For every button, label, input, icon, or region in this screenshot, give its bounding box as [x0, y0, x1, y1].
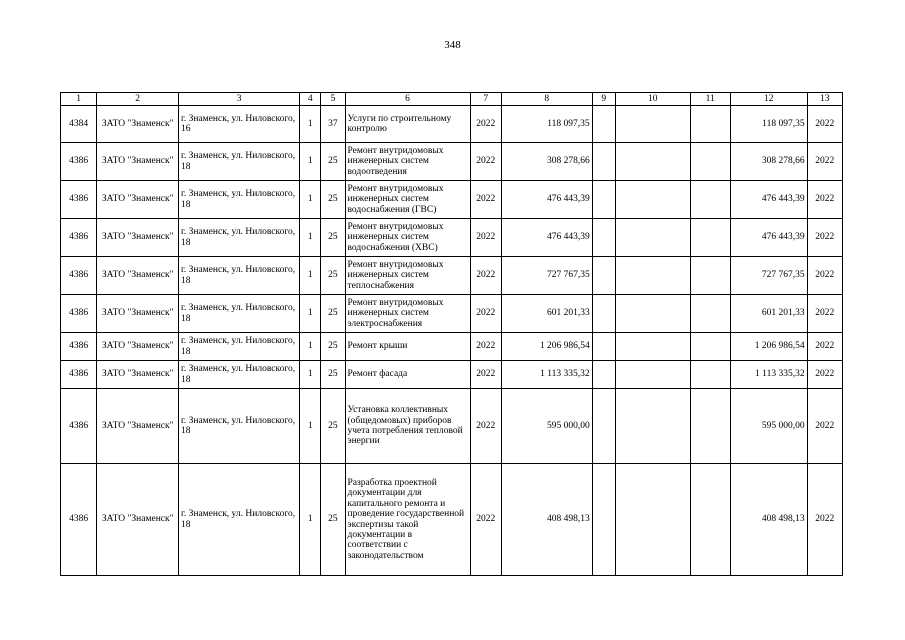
address: г. Знаменск, ул. Ниловского, 18	[179, 257, 300, 295]
amount: 595 000,00	[501, 389, 592, 464]
col-4: 1	[300, 106, 321, 143]
year: 2022	[470, 333, 501, 361]
municipality: ЗАТО "Знаменск"	[97, 219, 179, 257]
col-4: 1	[300, 143, 321, 181]
total-amount: 727 767,35	[730, 257, 807, 295]
col-9	[592, 361, 615, 389]
row-number: 4386	[61, 361, 97, 389]
total-amount: 601 201,33	[730, 295, 807, 333]
year: 2022	[470, 181, 501, 219]
col-4: 1	[300, 219, 321, 257]
municipality: ЗАТО "Знаменск"	[97, 389, 179, 464]
completion-year: 2022	[807, 464, 842, 576]
column-header: 9	[592, 93, 615, 106]
col-4: 1	[300, 389, 321, 464]
row-number: 4386	[61, 257, 97, 295]
total-amount: 1 206 986,54	[730, 333, 807, 361]
table-row	[61, 257, 843, 295]
completion-year: 2022	[807, 257, 842, 295]
column-header: 2	[97, 93, 179, 106]
row-number: 4386	[61, 219, 97, 257]
year: 2022	[470, 464, 501, 576]
row-number: 4384	[61, 106, 97, 143]
work-type: Ремонт внутридомовых инженерных систем электроснабжения	[345, 295, 470, 333]
col-4: 1	[300, 361, 321, 389]
work-type: Ремонт внутридомовых инженерных систем теплоснабжения	[345, 257, 470, 295]
table-row	[61, 361, 843, 389]
work-type: Ремонт внутридомовых инженерных систем водоснабжения (ХВС)	[345, 219, 470, 257]
col-11	[690, 219, 730, 257]
completion-year: 2022	[807, 219, 842, 257]
completion-year: 2022	[807, 361, 842, 389]
year: 2022	[470, 389, 501, 464]
col-11	[690, 295, 730, 333]
row-number: 4386	[61, 333, 97, 361]
table-row	[61, 295, 843, 333]
col-9	[592, 389, 615, 464]
amount: 308 278,66	[501, 143, 592, 181]
work-type: Установка коллективных (общедомовых) приборов учета потребления тепловой энергии	[345, 389, 470, 464]
amount: 476 443,39	[501, 219, 592, 257]
column-header: 5	[321, 93, 345, 106]
header-row	[61, 93, 843, 106]
column-header: 10	[615, 93, 690, 106]
year: 2022	[470, 257, 501, 295]
column-header: 1	[61, 93, 97, 106]
table-row	[61, 181, 843, 219]
col-11	[690, 106, 730, 143]
municipality: ЗАТО "Знаменск"	[97, 295, 179, 333]
address: г. Знаменск, ул. Ниловского, 18	[179, 295, 300, 333]
col-10	[615, 333, 690, 361]
amount: 476 443,39	[501, 181, 592, 219]
col-9	[592, 295, 615, 333]
col-10	[615, 106, 690, 143]
municipality: ЗАТО "Знаменск"	[97, 333, 179, 361]
column-header: 11	[690, 93, 730, 106]
amount: 118 097,35	[501, 106, 592, 143]
col-4: 1	[300, 295, 321, 333]
col-9	[592, 143, 615, 181]
total-amount: 595 000,00	[730, 389, 807, 464]
col-11	[690, 333, 730, 361]
col-4: 1	[300, 257, 321, 295]
col-4: 1	[300, 333, 321, 361]
col-5: 25	[321, 464, 345, 576]
col-5: 25	[321, 333, 345, 361]
col-10	[615, 143, 690, 181]
total-amount: 308 278,66	[730, 143, 807, 181]
row-number: 4386	[61, 464, 97, 576]
work-type: Ремонт крыши	[345, 333, 470, 361]
row-number: 4386	[61, 181, 97, 219]
completion-year: 2022	[807, 143, 842, 181]
total-amount: 476 443,39	[730, 219, 807, 257]
amount: 1 113 335,32	[501, 361, 592, 389]
completion-year: 2022	[807, 106, 842, 143]
work-type: Ремонт внутридомовых инженерных систем водоотведения	[345, 143, 470, 181]
table-row	[61, 389, 843, 464]
col-10	[615, 361, 690, 389]
amount: 1 206 986,54	[501, 333, 592, 361]
col-10	[615, 295, 690, 333]
year: 2022	[470, 295, 501, 333]
data-table	[60, 92, 843, 576]
address: г. Знаменск, ул. Ниловского, 18	[179, 361, 300, 389]
col-9	[592, 464, 615, 576]
table-row	[61, 464, 843, 576]
table-row	[61, 219, 843, 257]
col-10	[615, 389, 690, 464]
table-row	[61, 106, 843, 143]
completion-year: 2022	[807, 181, 842, 219]
col-10	[615, 219, 690, 257]
year: 2022	[470, 219, 501, 257]
column-header: 8	[501, 93, 592, 106]
col-11	[690, 389, 730, 464]
year: 2022	[470, 361, 501, 389]
col-5: 25	[321, 143, 345, 181]
address: г. Знаменск, ул. Ниловского, 18	[179, 464, 300, 576]
work-type: Ремонт внутридомовых инженерных систем водоснабжения (ГВС)	[345, 181, 470, 219]
address: г. Знаменск, ул. Ниловского, 18	[179, 143, 300, 181]
col-11	[690, 143, 730, 181]
total-amount: 118 097,35	[730, 106, 807, 143]
year: 2022	[470, 143, 501, 181]
col-9	[592, 257, 615, 295]
col-11	[690, 361, 730, 389]
col-5: 25	[321, 389, 345, 464]
row-number: 4386	[61, 143, 97, 181]
col-11	[690, 257, 730, 295]
work-type: Ремонт фасада	[345, 361, 470, 389]
col-9	[592, 333, 615, 361]
municipality: ЗАТО "Знаменск"	[97, 143, 179, 181]
col-4: 1	[300, 464, 321, 576]
col-5: 25	[321, 295, 345, 333]
column-header: 7	[470, 93, 501, 106]
column-header: 13	[807, 93, 842, 106]
table-row	[61, 143, 843, 181]
municipality: ЗАТО "Знаменск"	[97, 361, 179, 389]
address: г. Знаменск, ул. Ниловского, 16	[179, 106, 300, 143]
work-type: Услуги по строительному контролю	[345, 106, 470, 143]
col-9	[592, 181, 615, 219]
col-11	[690, 464, 730, 576]
address: г. Знаменск, ул. Ниловского, 18	[179, 181, 300, 219]
col-4: 1	[300, 181, 321, 219]
address: г. Знаменск, ул. Ниловского, 18	[179, 333, 300, 361]
completion-year: 2022	[807, 333, 842, 361]
col-5: 37	[321, 106, 345, 143]
table-row	[61, 333, 843, 361]
col-5: 25	[321, 219, 345, 257]
column-header: 6	[345, 93, 470, 106]
col-9	[592, 219, 615, 257]
municipality: ЗАТО "Знаменск"	[97, 464, 179, 576]
total-amount: 476 443,39	[730, 181, 807, 219]
col-10	[615, 257, 690, 295]
col-5: 25	[321, 181, 345, 219]
col-9	[592, 106, 615, 143]
col-10	[615, 181, 690, 219]
total-amount: 1 113 335,32	[730, 361, 807, 389]
col-5: 25	[321, 257, 345, 295]
col-11	[690, 181, 730, 219]
municipality: ЗАТО "Знаменск"	[97, 106, 179, 143]
municipality: ЗАТО "Знаменск"	[97, 257, 179, 295]
amount: 727 767,35	[501, 257, 592, 295]
municipality: ЗАТО "Знаменск"	[97, 181, 179, 219]
col-5: 25	[321, 361, 345, 389]
address: г. Знаменск, ул. Ниловского, 18	[179, 389, 300, 464]
page-number: 348	[444, 39, 461, 51]
column-header: 12	[730, 93, 807, 106]
address: г. Знаменск, ул. Ниловского, 18	[179, 219, 300, 257]
year: 2022	[470, 106, 501, 143]
column-header: 4	[300, 93, 321, 106]
amount: 601 201,33	[501, 295, 592, 333]
total-amount: 408 498,13	[730, 464, 807, 576]
col-10	[615, 464, 690, 576]
column-header: 3	[179, 93, 300, 106]
row-number: 4386	[61, 389, 97, 464]
work-type: Разработка проектной документации для капитального ремонта и проведение государственной экспертизы такой документации в соответствии с законодательством	[345, 464, 470, 576]
row-number: 4386	[61, 295, 97, 333]
completion-year: 2022	[807, 295, 842, 333]
amount: 408 498,13	[501, 464, 592, 576]
completion-year: 2022	[807, 389, 842, 464]
